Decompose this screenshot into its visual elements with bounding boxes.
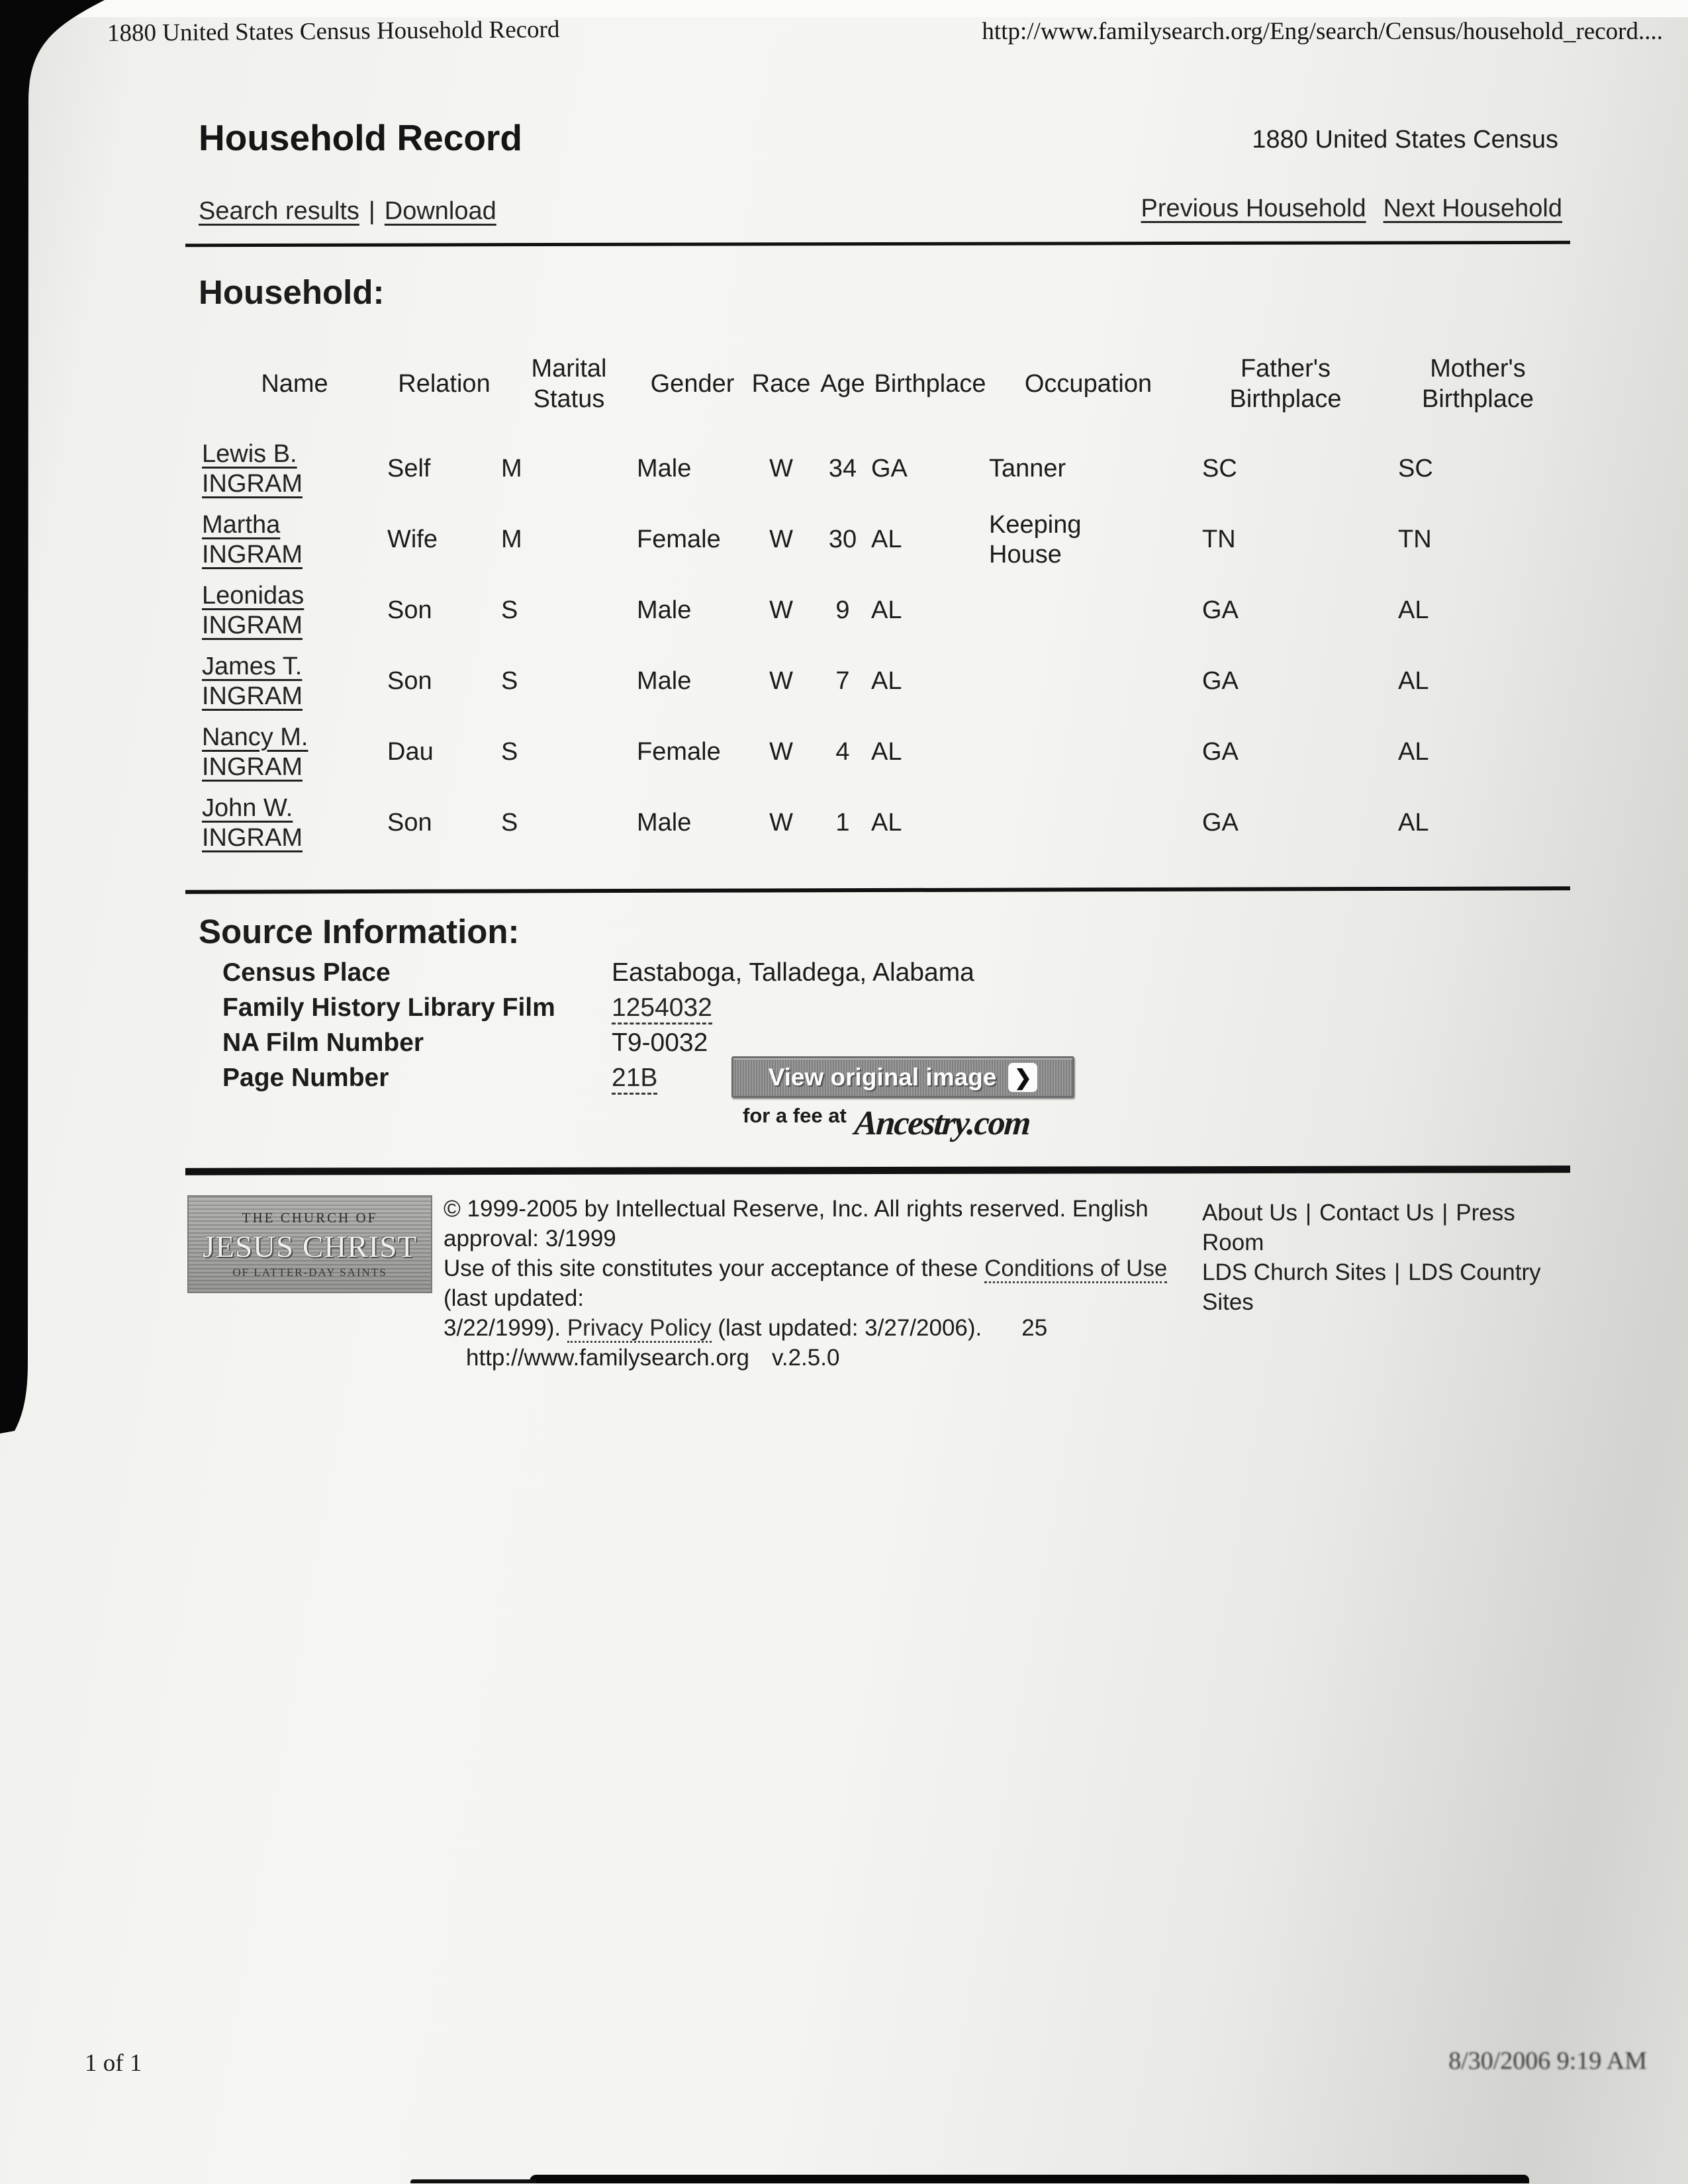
page-nav-left	[199, 197, 496, 226]
age-cell: 9	[835, 596, 850, 624]
scan-top-band	[0, 0, 1688, 17]
mother-birthplace-cell: TN	[1398, 525, 1432, 553]
chevron-right-icon: ❯	[1008, 1063, 1037, 1092]
birthplace-cell: AL	[871, 809, 902, 837]
person-name-cell	[202, 794, 387, 853]
view-original-image-button[interactable]	[731, 1056, 1074, 1098]
divider-header	[185, 241, 1570, 247]
page-title: Household Record	[199, 117, 522, 158]
column-header-marital-status: Marital Status	[531, 355, 607, 413]
section-title-household: Household:	[199, 273, 385, 311]
mother-birthplace-cell: AL	[1398, 667, 1429, 695]
father-birthplace-cell: GA	[1202, 809, 1239, 837]
occupation-cell: Keeping House	[989, 510, 1082, 569]
copyright-line: © 1999-2005 by Intellectual Reserve, Inc. All rights reserved. English	[444, 1196, 1149, 1222]
film-number-link[interactable]: 1254032	[612, 993, 712, 1024]
occupation-cell	[989, 808, 1188, 838]
father-birthplace-cell: GA	[1202, 667, 1239, 695]
ancestry-logo: Ancestry.com	[853, 1105, 1031, 1142]
occupation-cell	[989, 666, 1188, 696]
next-household-link[interactable]: Next Household	[1383, 195, 1562, 222]
relation-cell: Son	[387, 809, 432, 837]
source-field-label: Family History Library Film	[222, 993, 555, 1022]
birthplace-cell: GA	[871, 455, 908, 482]
race-cell: W	[769, 455, 793, 482]
relation-cell: Son	[387, 667, 432, 695]
census-edition-label: 1880 United States Census	[1252, 126, 1558, 154]
section-title-source: Source Information:	[199, 913, 520, 950]
person-link[interactable]: James T. INGRAM	[202, 652, 303, 710]
nav-separator: |	[368, 197, 375, 225]
copyright-line	[444, 1343, 1203, 1373]
table-row	[202, 646, 1572, 717]
print-timestamp: 8/30/2006 9:19 AM	[1448, 2047, 1647, 2075]
print-header-url: http://www.familysearch.org/Eng/search/Census/household_record....	[982, 18, 1663, 45]
column-header-mother-birthplace: Mother's Birthplace	[1422, 355, 1534, 413]
column-header-father-birthplace: Father's Birthplace	[1229, 355, 1342, 413]
person-link[interactable]: Nancy M. INGRAM	[202, 723, 308, 781]
race-cell: W	[769, 738, 793, 766]
table-row	[202, 788, 1572, 858]
view-original-image-label: View original image	[768, 1063, 997, 1091]
relation-cell: Dau	[387, 738, 434, 766]
occupation-cell	[989, 596, 1188, 625]
birthplace-cell: AL	[871, 596, 902, 624]
birthplace-cell: AL	[871, 525, 902, 553]
person-link[interactable]: Leonidas INGRAM	[202, 581, 305, 639]
census-table	[202, 334, 1572, 858]
gender-cell: Female	[637, 525, 721, 553]
census-place-value: Eastaboga, Talladega, Alabama	[612, 958, 974, 987]
birthplace-cell: AL	[871, 667, 902, 695]
table-row	[202, 504, 1572, 575]
lds-country-sites-link[interactable]: LDS Country Sites	[1202, 1259, 1541, 1315]
version-label: v.2.5.0	[771, 1345, 840, 1371]
table-row	[202, 717, 1572, 788]
scan-edge-bottom	[530, 2175, 1529, 2183]
father-birthplace-cell: GA	[1202, 738, 1239, 766]
lds-church-logo: THE CHURCH OF JESUS CHRIST OF LATTER-DAY SAINTS	[187, 1195, 432, 1293]
mother-birthplace-cell: AL	[1398, 738, 1429, 766]
birthplace-cell: AL	[871, 738, 902, 766]
lds-church-sites-link[interactable]: LDS Church Sites	[1202, 1259, 1387, 1285]
person-link[interactable]: Lewis B. INGRAM	[202, 439, 303, 498]
footer-count: 25	[1021, 1315, 1048, 1341]
copyright-line: approval: 3/1999	[444, 1226, 616, 1251]
mother-birthplace-cell: AL	[1398, 596, 1429, 624]
conditions-of-use-link[interactable]: Conditions of Use	[984, 1255, 1167, 1283]
father-birthplace-cell: SC	[1202, 455, 1237, 482]
divider-source	[185, 886, 1570, 893]
marital-status-cell: S	[501, 738, 518, 766]
gender-cell: Female	[637, 738, 721, 766]
gender-cell: Male	[637, 667, 692, 695]
copyright-line: Use of this site constitutes your acceptance of these Conditions of Use	[444, 1253, 1203, 1283]
source-field-row	[222, 958, 974, 993]
marital-status-cell: M	[501, 455, 522, 482]
column-header-occupation: Occupation	[1024, 370, 1152, 398]
scan-edge-bottom-smudge	[410, 2179, 536, 2183]
print-header-title: 1880 United States Census Household Record	[107, 16, 560, 47]
page-nav-right	[1141, 195, 1562, 223]
gender-cell: Male	[637, 596, 692, 624]
copyright-line: (last updated:	[444, 1285, 585, 1311]
age-cell: 4	[835, 738, 850, 766]
relation-cell: Wife	[387, 525, 438, 553]
person-name-cell	[202, 439, 387, 499]
column-header-gender: Gender	[650, 370, 735, 398]
marital-status-cell: S	[501, 596, 518, 624]
occupation-cell: Tanner	[989, 455, 1066, 482]
source-field-label: NA Film Number	[222, 1028, 424, 1057]
source-field-label: Census Place	[222, 958, 391, 987]
person-name-cell	[202, 581, 387, 641]
mother-birthplace-cell: AL	[1398, 809, 1429, 837]
familysearch-url: http://www.familysearch.org	[466, 1345, 749, 1371]
column-header-age: Age	[820, 370, 865, 398]
age-cell: 1	[835, 809, 850, 837]
column-header-name: Name	[261, 370, 328, 398]
na-film-number-value: T9-0032	[612, 1028, 708, 1057]
occupation-cell	[989, 737, 1188, 767]
age-cell: 30	[828, 525, 857, 553]
race-cell: W	[769, 596, 793, 624]
table-row	[202, 433, 1572, 504]
page-count: 1 of 1	[85, 2050, 142, 2077]
scan-edge-left	[0, 0, 146, 1436]
footer-links: About Us | Contact Us | Press Room LDS Church Sites | LDS Country Sites	[1202, 1200, 1541, 1315]
about-us-link[interactable]: About Us	[1202, 1200, 1297, 1226]
person-link[interactable]: John W. INGRAM	[202, 794, 303, 852]
person-link[interactable]: Martha INGRAM	[202, 510, 303, 569]
column-header-race: Race	[751, 370, 811, 398]
press-room-link[interactable]: Press Room	[1202, 1200, 1515, 1255]
relation-cell: Self	[387, 455, 431, 482]
relation-cell: Son	[387, 596, 432, 624]
person-name-cell	[202, 510, 387, 570]
ancestry-fee-note: for a fee at Ancestry.com	[743, 1104, 1031, 1142]
privacy-policy-link[interactable]: Privacy Policy	[567, 1315, 712, 1343]
download-link[interactable]: Download	[384, 197, 496, 225]
age-cell: 7	[835, 667, 850, 695]
person-name-cell	[202, 723, 387, 782]
age-cell: 34	[828, 455, 857, 482]
race-cell: W	[769, 667, 793, 695]
source-field-label: Page Number	[222, 1064, 389, 1092]
copyright-line: 3/22/1999). Privacy Policy (last updated: 3/27/2006). 25	[444, 1313, 1203, 1343]
table-header-row	[202, 334, 1572, 433]
search-results-link[interactable]: Search results	[199, 197, 359, 225]
column-header-relation: Relation	[398, 370, 491, 398]
gender-cell: Male	[637, 455, 692, 482]
race-cell: W	[769, 809, 793, 837]
column-header-birthplace: Birthplace	[874, 370, 986, 398]
marital-status-cell: M	[501, 525, 522, 553]
father-birthplace-cell: TN	[1202, 525, 1236, 553]
previous-household-link[interactable]: Previous Household	[1141, 195, 1366, 222]
table-row	[202, 575, 1572, 646]
person-name-cell	[202, 652, 387, 711]
marital-status-cell: S	[501, 667, 518, 695]
source-field-row	[222, 993, 974, 1028]
race-cell: W	[769, 525, 793, 553]
copyright-text	[444, 1194, 1203, 1373]
page-number-link[interactable]: 21B	[612, 1064, 657, 1095]
divider-footer	[185, 1165, 1570, 1175]
contact-us-link[interactable]: Contact Us	[1319, 1200, 1434, 1226]
father-birthplace-cell: GA	[1202, 596, 1239, 624]
gender-cell: Male	[637, 809, 692, 837]
mother-birthplace-cell: SC	[1398, 455, 1433, 482]
marital-status-cell: S	[501, 809, 518, 837]
